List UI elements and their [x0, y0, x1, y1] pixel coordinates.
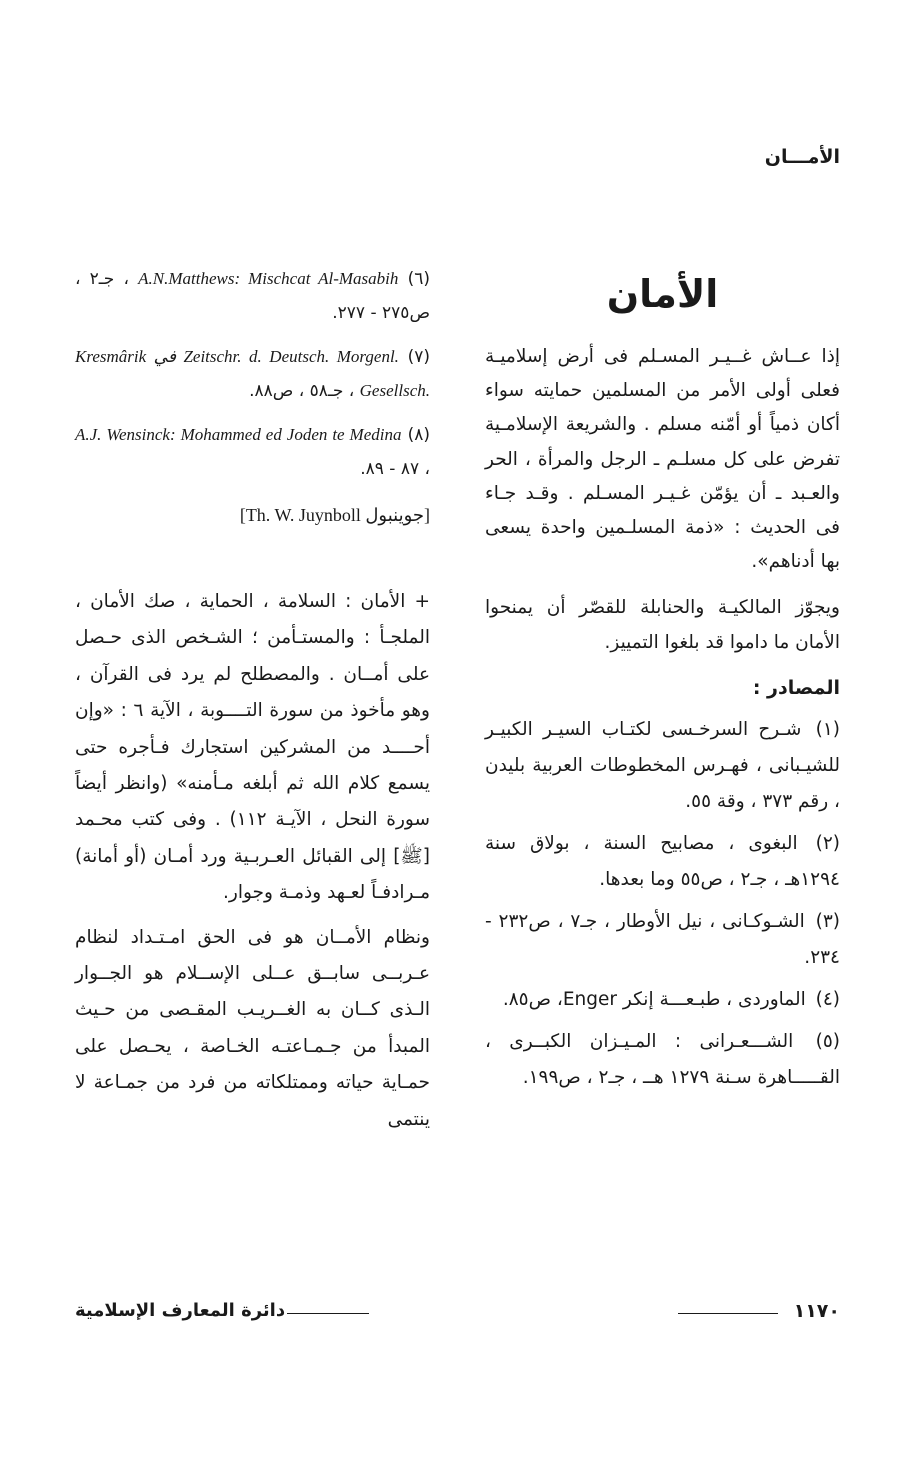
- source-text: الشـوكـانى ، نيل الأوطار ، جـ٧ ، ص٢٣٢ - ٢٣٤.: [485, 910, 840, 968]
- note-arabic: ، جـ٥٨ ، ص٨٨.: [249, 381, 355, 401]
- sources-heading: المصادر :: [752, 676, 840, 699]
- addendum-paragraph: + الأمان : السلامة ، الحماية ، صك الأمان ، الملجـأ : والمستـأمن ؛ الشـخص الذى حـصل على أمــان . والمصطلح لم يرد فى القرآن ، وهو مأخوذ من سورة التــــوبة ، الآية ٦ : «وإن أحــــد من المشركين استجارك فـأجره حتى يسمع كلام الله ثم أبلغه مـأمنه» (وانظر أيضاً سورة النحل ، الآيـة ١١٢) . وفى كتب محـمد [ﷺ] إلى القبائل العـربـية ورد أمـان (أو أمانة) مـرادفـاً لعـهد وذمـة وجوار.: [75, 591, 430, 904]
- source-item: [485, 712, 840, 820]
- article-paragraph: إذا عــاش غــيـر المسـلم فى أرض إسلاميـة فعلى أولى الأمر من المسلمين حمايته سواء أكان ذمياً أو أمّنه مسلم . والشريعة الإسلامـية تفرض على كل مسلـم ـ الرجل والمرأة ، الحر والعـبد ـ أن يؤمّن غـيـر المسـلم . وقـد جـاء فى الحديث : «ذمة المسلـمين واحدة يسعى بها أدناهم».: [485, 346, 840, 573]
- note-arabic: ، جـ٢ ، ص٢٧٥ - ٢٧٧.: [75, 269, 430, 323]
- footer-rule: [678, 1313, 778, 1314]
- note-item: [75, 418, 430, 486]
- source-number: (٥): [815, 1030, 840, 1052]
- addendum-section: [75, 584, 430, 1138]
- source-text: البغوى ، مصابيح السنة ، بولاق سنة ١٢٩٤هـ ، جـ٢ ، ص٥٥ وما بعدها.: [485, 832, 840, 890]
- source-text: شـرح السرخـسى لكتـاب السيـر الكبيـر للشيـبانى ، فهـرس المخطوطات العربية بليدن ، رقم ٣٧٣ ، وقة ٥٥.: [485, 718, 840, 812]
- source-text: الماوردى ، طبـعـــة إنكر Enger، ص٨٥.: [502, 988, 806, 1010]
- source-text: الشـــعـرانى : المـيـزان الكبــرى ، القـــــاهرة سـنة ١٢٧٩ هــ ، جـ٢ ، ص١٩٩.: [485, 1030, 840, 1088]
- article-paragraph: ويجوّز المالكيـة والحنابلة للقصّر أن يمنحوا الأمان ما داموا قد بلغوا التمييز.: [485, 597, 840, 653]
- note-latin: A.N.Matthews: Mischcat Al-Masabih: [138, 269, 399, 288]
- translator-credit: [جوينبول Th. W. Juynboll]: [239, 505, 430, 525]
- running-head: الأمـــان: [764, 146, 840, 168]
- page-footer: [75, 1300, 840, 1330]
- source-item: [485, 1024, 840, 1096]
- source-item: [485, 904, 840, 976]
- source-number: (١): [815, 718, 840, 740]
- addendum-paragraph: ونظام الأمــان هو فى الحق امـتـداد لنظام عـربــى سابــق عــلى الإســلام هو الجــوار الـذى كــان به الغــريـب المقـصى من حـيث المبدأ من جـمـاعتـه الخـاصة ، يحـصل على حمـاية حياته وممتلكاته من فرد من جمـاعة لا ينتمى: [75, 926, 430, 1130]
- note-latin: A.J. Wensinck: Mohammed ed Joden te Medina: [75, 425, 402, 444]
- note-item: [75, 340, 430, 408]
- page-number: ١١٧٠: [793, 1300, 840, 1322]
- note-number: (٨): [407, 425, 430, 445]
- source-number: (٢): [815, 832, 841, 854]
- journal-title: دائرة المعارف الإسلامية: [75, 1300, 286, 1321]
- article-column: [485, 262, 840, 1102]
- note-number: (٦): [407, 269, 430, 289]
- note-item: [75, 262, 430, 330]
- notes-column: [75, 262, 430, 1146]
- source-item: [485, 826, 840, 898]
- note-number: (٧): [407, 347, 430, 367]
- note-arabic: ، ٨٧ - ٨٩.: [360, 459, 430, 479]
- article-title: الأمان: [606, 272, 719, 316]
- source-number: (٤): [815, 988, 840, 1010]
- source-item: [485, 982, 840, 1018]
- note-latin: Kresmârik في Zeitschr. d. Deutsch. Morgenl. Gesellsch.: [75, 347, 430, 400]
- source-number: (٣): [815, 910, 840, 932]
- footer-rule: [287, 1313, 369, 1314]
